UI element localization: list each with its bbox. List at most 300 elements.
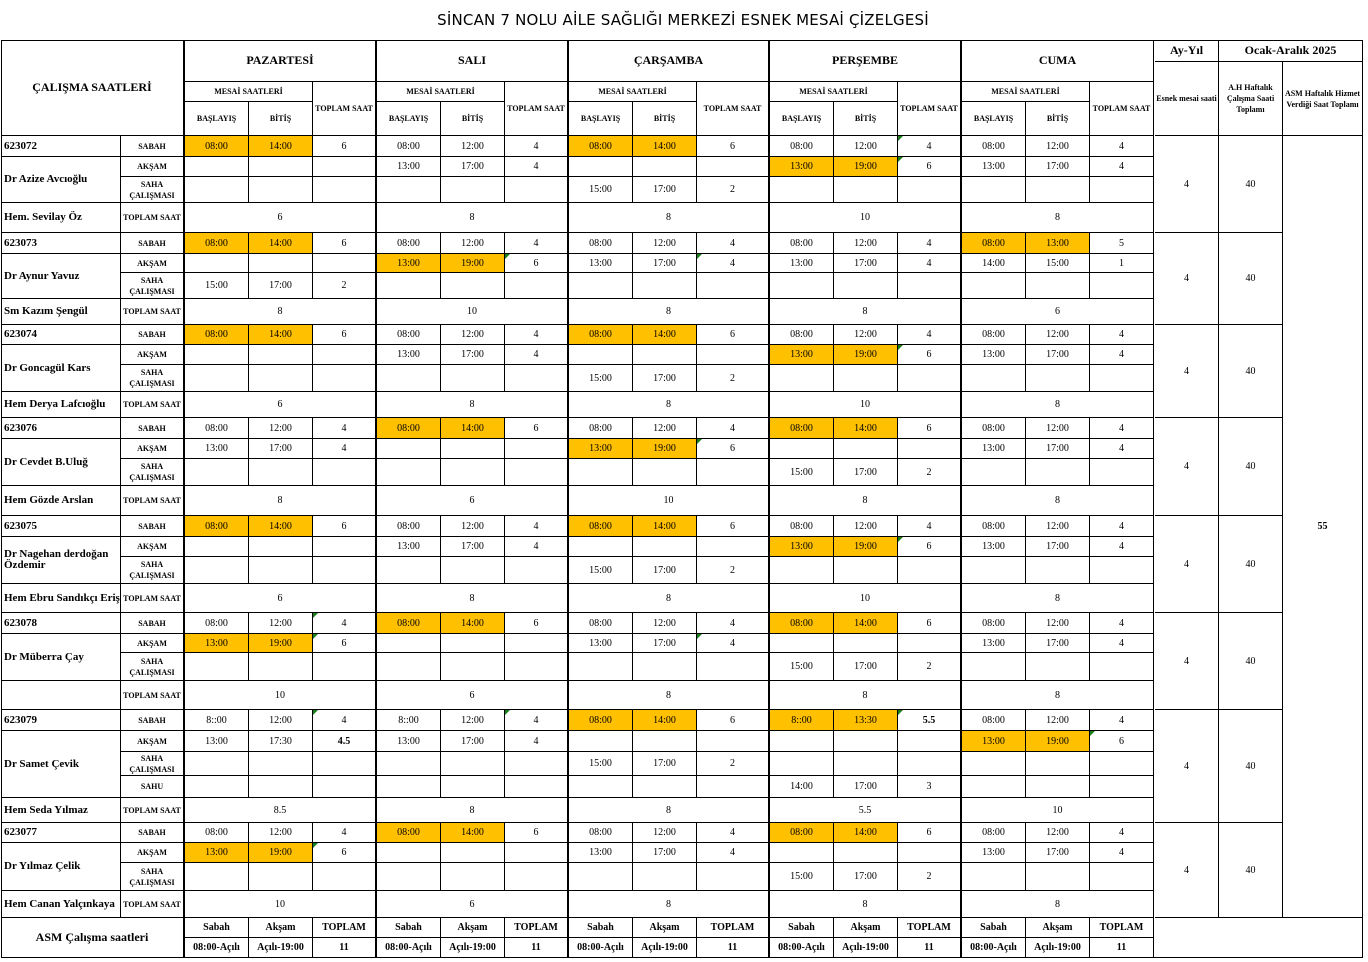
start-time: 13:00: [377, 731, 441, 752]
slot-total: 6: [313, 843, 377, 863]
slot-total: 4: [898, 254, 962, 273]
slot-label-aksam: AKŞAM: [121, 537, 185, 557]
slot-total: [1090, 459, 1154, 486]
end-time: [441, 459, 505, 486]
start-time: [770, 273, 834, 299]
baslayis-header: BAŞLAYIŞ: [770, 102, 834, 136]
end-time: [633, 863, 697, 891]
esnek-mesai-header: Esnek mesai saati: [1155, 62, 1219, 136]
start-time: 08:00: [770, 418, 834, 439]
end-time: 12:00: [834, 136, 898, 157]
end-time: 12:00: [834, 325, 898, 345]
slot-total: [505, 863, 569, 891]
slot-total: [313, 776, 377, 798]
day-total: 10: [185, 681, 377, 710]
esnek-mesai-value: 4: [1155, 418, 1219, 516]
day-total: 8: [377, 584, 569, 613]
doctor-name: Dr Müberra Çay: [1, 634, 121, 681]
start-time: [185, 557, 249, 584]
end-time: [249, 365, 313, 392]
start-time: [185, 863, 249, 891]
mesai-saatleri-header: MESAİ SAATLERİ: [569, 82, 697, 102]
slot-total: 4: [1090, 136, 1154, 157]
footer-header: Sabah: [569, 918, 633, 938]
end-time: 12:00: [1026, 516, 1090, 537]
start-time: 13:00: [377, 345, 441, 365]
nurse-name: Hem Seda Yılmaz: [1, 798, 121, 823]
start-time: 13:00: [962, 157, 1026, 177]
day-total: 8: [770, 486, 962, 516]
slot-total: 6: [898, 345, 962, 365]
start-time: [770, 843, 834, 863]
slot-total: 4: [697, 843, 770, 863]
slot-total: 6: [697, 439, 770, 459]
start-time: [569, 537, 633, 557]
start-time: 14:00: [962, 254, 1026, 273]
slot-total: 4: [898, 233, 962, 254]
start-time: 08:00: [962, 516, 1026, 537]
footer-header: TOPLAM: [313, 918, 377, 938]
end-time: [1026, 653, 1090, 681]
end-time: 17:00: [441, 537, 505, 557]
end-time: [834, 731, 898, 752]
mesai-saatleri-header: MESAİ SAATLERİ: [962, 82, 1090, 102]
slot-total: [1090, 653, 1154, 681]
end-time: [441, 634, 505, 653]
footer-header: Sabah: [770, 918, 834, 938]
slot-total: 2: [898, 653, 962, 681]
nurse-name: Hem Canan Yalçınkaya: [1, 891, 121, 918]
slot-label-saha: SAHA ÇALIŞMASI: [121, 752, 185, 776]
end-time: [249, 177, 313, 203]
slot-total: [313, 653, 377, 681]
bitis-header: BİTİŞ: [834, 102, 898, 136]
nurse-name: Hem Ebru Sandıkçı Eriş: [1, 584, 121, 613]
slot-total: 2: [313, 273, 377, 299]
start-time: [962, 273, 1026, 299]
start-time: [962, 776, 1026, 798]
slot-label-aksam: AKŞAM: [121, 157, 185, 177]
day-total: 8: [962, 392, 1154, 418]
unit-code: 623078: [1, 613, 121, 634]
start-time: 08:00: [770, 516, 834, 537]
start-time: 08:00: [962, 710, 1026, 731]
slot-total: 6: [505, 418, 569, 439]
end-time: [441, 439, 505, 459]
slot-label-aksam: AKŞAM: [121, 254, 185, 273]
day-total: 6: [377, 891, 569, 918]
slot-total: 4: [313, 613, 377, 634]
slot-total: 4: [697, 254, 770, 273]
slot-total: [313, 537, 377, 557]
slot-total: 4: [1090, 325, 1154, 345]
start-time: 15:00: [770, 459, 834, 486]
end-time: 12:00: [633, 613, 697, 634]
footer-header: Sabah: [377, 918, 441, 938]
end-time: 12:00: [834, 516, 898, 537]
start-time: 08:00: [770, 823, 834, 843]
start-time: [569, 776, 633, 798]
day-total: 8: [962, 486, 1154, 516]
start-time: [377, 752, 441, 776]
slot-total: 4: [505, 233, 569, 254]
start-time: 08:00: [962, 325, 1026, 345]
slot-label-sahu: SAHU: [121, 776, 185, 798]
start-time: [569, 731, 633, 752]
day-total: 6: [185, 203, 377, 233]
day-total: 8: [569, 392, 770, 418]
doctor-name: Dr Aynur Yavuz: [1, 254, 121, 299]
slot-label-aksam: AKŞAM: [121, 345, 185, 365]
end-time: 14:00: [249, 136, 313, 157]
end-time: 14:00: [633, 516, 697, 537]
toplam-saat-header: TOPLAM SAAT: [313, 82, 377, 136]
footer-value: 11: [898, 938, 962, 958]
slot-total: 4: [1090, 516, 1154, 537]
slot-label-sabah: SABAH: [121, 418, 185, 439]
footer-value: 08:00-Açılı: [962, 938, 1026, 958]
end-time: 17:00: [633, 843, 697, 863]
bitis-header: BİTİŞ: [441, 102, 505, 136]
start-time: 08:00: [962, 418, 1026, 439]
start-time: [962, 177, 1026, 203]
slot-total: [697, 273, 770, 299]
end-time: [834, 752, 898, 776]
day-total: 10: [962, 798, 1154, 823]
footer-value: 08:00-Açılı: [770, 938, 834, 958]
slot-label-saha: SAHA ÇALIŞMASI: [121, 557, 185, 584]
start-time: [377, 634, 441, 653]
slot-label-saha: SAHA ÇALIŞMASI: [121, 653, 185, 681]
start-time: [569, 345, 633, 365]
unit-code: 623076: [1, 418, 121, 439]
end-time: [633, 776, 697, 798]
day-total: 8: [569, 798, 770, 823]
start-time: [185, 776, 249, 798]
end-time: 14:00: [441, 823, 505, 843]
start-time: [185, 365, 249, 392]
slot-total: 4: [505, 731, 569, 752]
unit-code: 623079: [1, 710, 121, 731]
slot-total: [505, 439, 569, 459]
footer-header: Akşam: [249, 918, 313, 938]
end-time: 17:00: [1026, 843, 1090, 863]
slot-total: 2: [898, 459, 962, 486]
bitis-header: BİTİŞ: [249, 102, 313, 136]
slot-total: 4: [313, 823, 377, 843]
end-time: [633, 273, 697, 299]
end-time: 14:00: [834, 823, 898, 843]
toplam-saat-header: TOPLAM SAAT: [1090, 82, 1154, 136]
end-time: [441, 863, 505, 891]
end-time: 17:00: [441, 731, 505, 752]
slot-total: 6: [505, 823, 569, 843]
nurse-name: Hem Gözde Arslan: [1, 486, 121, 516]
slot-label-sabah: SABAH: [121, 233, 185, 254]
end-time: 12:00: [249, 613, 313, 634]
end-time: [249, 776, 313, 798]
end-time: 17:00: [834, 863, 898, 891]
slot-total: [898, 177, 962, 203]
day-total: 8: [569, 299, 770, 325]
end-time: 17:00: [633, 365, 697, 392]
slot-total: 2: [697, 752, 770, 776]
start-time: [377, 776, 441, 798]
start-time: 13:00: [770, 157, 834, 177]
start-time: 08:00: [569, 516, 633, 537]
slot-total: [697, 863, 770, 891]
end-time: [834, 177, 898, 203]
unit-code: 623077: [1, 823, 121, 843]
slot-total: 3: [898, 776, 962, 798]
start-time: 13:00: [569, 254, 633, 273]
end-time: [249, 459, 313, 486]
slot-total: 6: [313, 516, 377, 537]
mesai-saatleri-header: MESAİ SAATLERİ: [185, 82, 313, 102]
start-time: 13:00: [185, 439, 249, 459]
doctor-name: Dr Samet Çevik: [1, 731, 121, 798]
start-time: 13:00: [770, 345, 834, 365]
slot-total: 4: [898, 516, 962, 537]
slot-total: 4.5: [313, 731, 377, 752]
start-time: 15:00: [770, 653, 834, 681]
start-time: [185, 254, 249, 273]
nurse-name: Sm Kazım Şengül: [1, 299, 121, 325]
start-time: 08:00: [377, 516, 441, 537]
end-time: 12:00: [1026, 136, 1090, 157]
asm-haftalik-header: ASM Haftalık Hizmet Verdiği Saat Toplamı: [1283, 62, 1363, 136]
slot-total: 4: [1090, 613, 1154, 634]
slot-total: 6: [898, 157, 962, 177]
end-time: [1026, 365, 1090, 392]
end-time: [249, 345, 313, 365]
slot-total: 4: [505, 325, 569, 345]
slot-total: 4: [1090, 843, 1154, 863]
asm-calisma-saatleri-label: ASM Çalışma saatleri: [1, 918, 185, 958]
day-total: 8: [185, 299, 377, 325]
end-time: 14:00: [441, 613, 505, 634]
end-time: [249, 752, 313, 776]
start-time: 08:00: [962, 233, 1026, 254]
end-time: [1026, 752, 1090, 776]
mesai-saatleri-header: MESAİ SAATLERİ: [377, 82, 505, 102]
slot-total: 4: [1090, 418, 1154, 439]
day-total: 10: [770, 203, 962, 233]
end-time: 14:00: [249, 325, 313, 345]
start-time: 13:00: [377, 157, 441, 177]
slot-label-sabah: SABAH: [121, 710, 185, 731]
start-time: [185, 345, 249, 365]
start-time: 15:00: [569, 752, 633, 776]
footer-value: Açılı-19:00: [249, 938, 313, 958]
slot-total: [898, 365, 962, 392]
start-time: [569, 459, 633, 486]
slot-total: [505, 177, 569, 203]
slot-total: 4: [313, 710, 377, 731]
ah-haftalik-header: A.H Haftalık Çalışma Saati Toplamı: [1219, 62, 1283, 136]
start-time: 13:00: [185, 731, 249, 752]
start-time: 08:00: [185, 823, 249, 843]
slot-total: [313, 157, 377, 177]
start-time: 14:00: [770, 776, 834, 798]
ah-haftalik-value: 40: [1219, 710, 1283, 823]
day-total: 8: [770, 681, 962, 710]
end-time: 19:00: [249, 843, 313, 863]
start-time: 08:00: [185, 418, 249, 439]
end-time: [834, 557, 898, 584]
slot-total: [505, 653, 569, 681]
nurse-name: Hem. Sevilay Öz: [1, 203, 121, 233]
start-time: 08:00: [377, 613, 441, 634]
slot-total: [1090, 776, 1154, 798]
ah-haftalik-value: 40: [1219, 136, 1283, 233]
slot-total: 4: [697, 823, 770, 843]
day-total: 8.5: [185, 798, 377, 823]
slot-label-saha: SAHA ÇALIŞMASI: [121, 459, 185, 486]
day-total: 8: [770, 299, 962, 325]
end-time: 17:00: [1026, 439, 1090, 459]
slot-label-saha: SAHA ÇALIŞMASI: [121, 863, 185, 891]
footer-header: Akşam: [441, 918, 505, 938]
day-total: 6: [185, 392, 377, 418]
esnek-mesai-value: 4: [1155, 613, 1219, 710]
end-time: [249, 653, 313, 681]
unit-code: 623074: [1, 325, 121, 345]
slot-label-saha: SAHA ÇALIŞMASI: [121, 177, 185, 203]
end-time: [1026, 776, 1090, 798]
doctor-name: Dr Yılmaz Çelik: [1, 843, 121, 891]
end-time: 12:00: [633, 233, 697, 254]
day-total: 8: [569, 584, 770, 613]
slot-total: 4: [313, 418, 377, 439]
start-time: 08:00: [569, 823, 633, 843]
footer-value: 08:00-Açılı: [377, 938, 441, 958]
end-time: 17:00: [1026, 345, 1090, 365]
slot-total: 4: [505, 345, 569, 365]
ah-haftalik-value: 40: [1219, 823, 1283, 918]
ah-haftalik-value: 40: [1219, 613, 1283, 710]
start-time: [770, 752, 834, 776]
start-time: [185, 752, 249, 776]
end-time: [441, 557, 505, 584]
start-time: 13:00: [377, 537, 441, 557]
slot-total: [697, 776, 770, 798]
end-time: 12:00: [249, 418, 313, 439]
slot-total: 4: [505, 710, 569, 731]
start-time: 08:00: [569, 418, 633, 439]
slot-total: [505, 459, 569, 486]
slot-total: [313, 254, 377, 273]
ay-yil-value: Ocak-Aralık 2025: [1219, 40, 1363, 62]
start-time: [569, 157, 633, 177]
end-time: 17:00: [441, 157, 505, 177]
day-header-4: CUMA: [962, 40, 1154, 82]
doctor-name: Dr Azize Avcıoğlu: [1, 157, 121, 203]
slot-total: [898, 634, 962, 653]
start-time: 13:00: [962, 439, 1026, 459]
slot-total: [898, 273, 962, 299]
footer-header: Akşam: [633, 918, 697, 938]
ah-haftalik-value: 40: [1219, 233, 1283, 325]
nurse-name: Hem Derya Lafcıoğlu: [1, 392, 121, 418]
end-time: [834, 843, 898, 863]
slot-total: [1090, 273, 1154, 299]
end-time: [441, 653, 505, 681]
start-time: 15:00: [185, 273, 249, 299]
end-time: [1026, 863, 1090, 891]
baslayis-header: BAŞLAYIŞ: [962, 102, 1026, 136]
footer-value: 11: [313, 938, 377, 958]
slot-total: 6: [898, 613, 962, 634]
start-time: 08:00: [770, 613, 834, 634]
slot-total: 4: [1090, 823, 1154, 843]
footer-value: 11: [505, 938, 569, 958]
slot-label-saha: SAHA ÇALIŞMASI: [121, 365, 185, 392]
end-time: 12:00: [441, 325, 505, 345]
day-total: 8: [377, 798, 569, 823]
end-time: [249, 157, 313, 177]
unit-code: 623072: [1, 136, 121, 157]
slot-total: [898, 731, 962, 752]
start-time: [377, 459, 441, 486]
slot-total: [697, 653, 770, 681]
end-time: 17:00: [834, 653, 898, 681]
start-time: 08:00: [377, 233, 441, 254]
slot-total: 4: [697, 613, 770, 634]
slot-total: 6: [697, 325, 770, 345]
slot-total: [313, 345, 377, 365]
day-total: 8: [569, 681, 770, 710]
slot-total: [505, 365, 569, 392]
toplam-saat-header: TOPLAM SAAT: [505, 82, 569, 136]
start-time: [962, 557, 1026, 584]
start-time: [962, 365, 1026, 392]
slot-total: 5.5: [898, 710, 962, 731]
end-time: 19:00: [834, 345, 898, 365]
slot-label-saha: SAHA ÇALIŞMASI: [121, 273, 185, 299]
slot-total: [505, 752, 569, 776]
end-time: 13:00: [1026, 233, 1090, 254]
day-total: 10: [377, 299, 569, 325]
end-time: 14:00: [834, 418, 898, 439]
end-time: 17:00: [249, 273, 313, 299]
slot-total: 4: [505, 157, 569, 177]
day-total: 8: [770, 891, 962, 918]
asm-haftalik-total: 55: [1283, 136, 1363, 918]
end-time: 12:00: [249, 710, 313, 731]
end-time: 13:30: [834, 710, 898, 731]
start-time: 13:00: [569, 634, 633, 653]
unit-code: 623073: [1, 233, 121, 254]
footer-value: Açılı-19:00: [441, 938, 505, 958]
slot-total: 6: [505, 613, 569, 634]
start-time: 13:00: [185, 634, 249, 653]
footer-value: Açılı-19:00: [633, 938, 697, 958]
slot-total: 2: [898, 863, 962, 891]
slot-total: 6: [505, 254, 569, 273]
ah-haftalik-value: 40: [1219, 418, 1283, 516]
slot-total: [898, 439, 962, 459]
start-time: 08:00: [962, 823, 1026, 843]
slot-label-toplam: TOPLAM SAAT: [121, 798, 185, 823]
start-time: 08:00: [569, 233, 633, 254]
slot-total: 4: [313, 439, 377, 459]
end-time: 15:00: [1026, 254, 1090, 273]
slot-total: [1090, 177, 1154, 203]
footer-header: TOPLAM: [1090, 918, 1154, 938]
end-time: 12:00: [834, 233, 898, 254]
end-time: 12:00: [633, 823, 697, 843]
